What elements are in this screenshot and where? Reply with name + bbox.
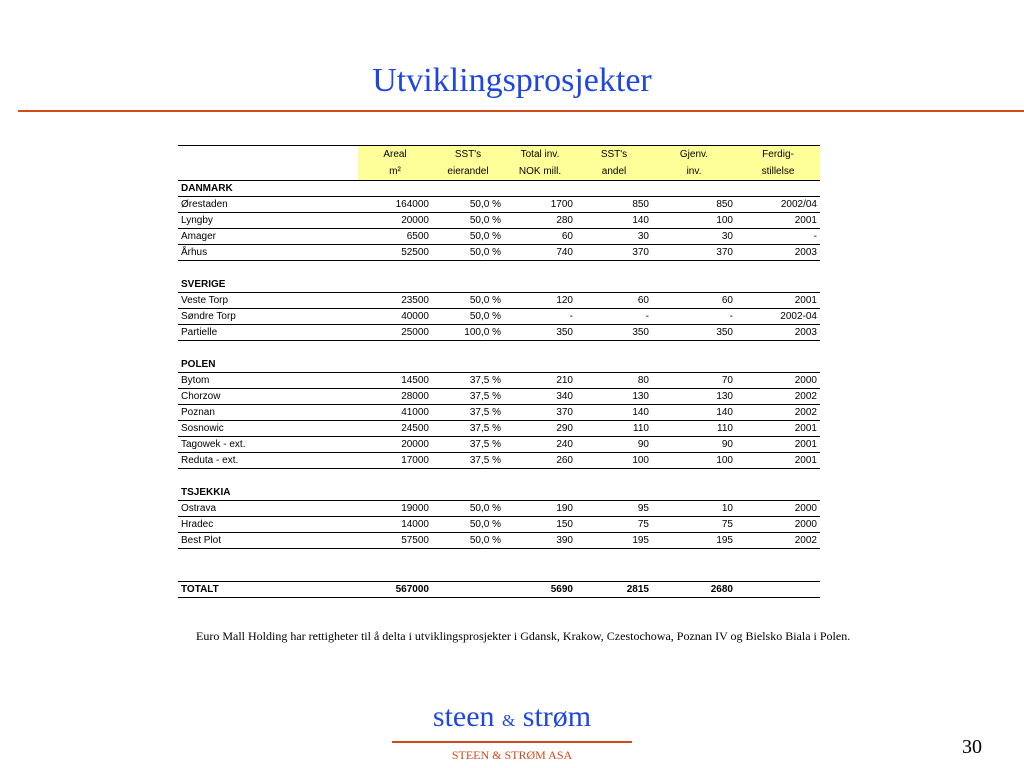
table-cell: 50,0 % <box>432 213 504 229</box>
table-cell: 150 <box>504 517 576 533</box>
table-cell: 20000 <box>358 437 432 453</box>
table-cell: 60 <box>576 293 652 309</box>
table-cell: 50,0 % <box>432 309 504 325</box>
table-cell: 2002 <box>736 389 820 405</box>
table-cell: 100,0 % <box>432 325 504 341</box>
table-cell: - <box>736 229 820 245</box>
table-cell: - <box>652 309 736 325</box>
table-cell: 340 <box>504 389 576 405</box>
table-cell: 280 <box>504 213 576 229</box>
table-cell: 140 <box>652 405 736 421</box>
table-cell: 2003 <box>736 325 820 341</box>
table-cell: 2001 <box>736 293 820 309</box>
table-cell: 37,5 % <box>432 453 504 469</box>
brand-logo-right: strøm <box>522 700 592 733</box>
column-header: inv. <box>652 163 736 181</box>
table-cell: 850 <box>576 197 652 213</box>
section-label: TSJEKKIA <box>178 485 820 501</box>
table-cell: 50,0 % <box>432 229 504 245</box>
column-header: SST's <box>576 146 652 164</box>
table-row <box>178 437 820 453</box>
brand-logo-left: steen <box>432 700 495 733</box>
table-row <box>178 453 820 469</box>
table-cell: 95 <box>576 501 652 517</box>
table-cell: 100 <box>652 213 736 229</box>
table-row <box>178 197 820 213</box>
total-cell: 5690 <box>504 582 576 598</box>
table-cell: 37,5 % <box>432 405 504 421</box>
table-cell: 80 <box>576 373 652 389</box>
table-cell: 28000 <box>358 389 432 405</box>
table-row <box>178 325 820 341</box>
column-header: andel <box>576 163 652 181</box>
table-cell: 2002-04 <box>736 309 820 325</box>
table-cell: 370 <box>576 245 652 261</box>
table-cell: 140 <box>576 213 652 229</box>
table-cell: 50,0 % <box>432 293 504 309</box>
table-cell: 2000 <box>736 501 820 517</box>
table-row <box>178 405 820 421</box>
spacer-row <box>178 549 820 566</box>
table-cell: 60 <box>504 229 576 245</box>
table-row <box>178 213 820 229</box>
header-row <box>178 146 820 164</box>
section-label: DANMARK <box>178 181 820 197</box>
table-row <box>178 373 820 389</box>
table-cell: 195 <box>652 533 736 549</box>
table-cell: 2000 <box>736 373 820 389</box>
table-cell: 210 <box>504 373 576 389</box>
table-cell: 90 <box>652 437 736 453</box>
project-name: Best Plot <box>178 533 358 549</box>
table-cell: 2002/04 <box>736 197 820 213</box>
brand-divider <box>392 741 632 743</box>
project-name: Hradec <box>178 517 358 533</box>
total-cell: 2680 <box>652 582 736 598</box>
table-cell: 110 <box>652 421 736 437</box>
project-name: Lyngby <box>178 213 358 229</box>
table-row <box>178 389 820 405</box>
table-cell: 120 <box>504 293 576 309</box>
table-cell: 2001 <box>736 421 820 437</box>
table-cell: 10 <box>652 501 736 517</box>
project-name: Veste Torp <box>178 293 358 309</box>
table-cell: 2002 <box>736 405 820 421</box>
section-label: POLEN <box>178 357 820 373</box>
table-cell: 2001 <box>736 453 820 469</box>
table-cell: 6500 <box>358 229 432 245</box>
projects-table <box>178 145 820 598</box>
table-cell: 17000 <box>358 453 432 469</box>
table-cell: 110 <box>576 421 652 437</box>
project-name: Partielle <box>178 325 358 341</box>
table-cell: 20000 <box>358 213 432 229</box>
column-header: SST's <box>432 146 504 164</box>
table-cell: 37,5 % <box>432 373 504 389</box>
table-cell: 50,0 % <box>432 197 504 213</box>
table-cell: 195 <box>576 533 652 549</box>
table-cell: - <box>504 309 576 325</box>
project-name: Århus <box>178 245 358 261</box>
column-header: Gjenv. <box>652 146 736 164</box>
table-cell: 240 <box>504 437 576 453</box>
table-cell: 57500 <box>358 533 432 549</box>
table-cell: 260 <box>504 453 576 469</box>
table-cell: 50,0 % <box>432 533 504 549</box>
table-cell: 24500 <box>358 421 432 437</box>
table-cell: 290 <box>504 421 576 437</box>
table-cell: 2002 <box>736 533 820 549</box>
table-cell: 2003 <box>736 245 820 261</box>
table-row <box>178 245 820 261</box>
table-cell: 52500 <box>358 245 432 261</box>
project-name: Ostrava <box>178 501 358 517</box>
brand-logo-amp: & <box>502 711 516 730</box>
table-cell: 75 <box>652 517 736 533</box>
table-cell: 25000 <box>358 325 432 341</box>
total-label: TOTALT <box>178 582 358 598</box>
slide-title: Utviklingsprosjekter <box>372 62 652 99</box>
table-row <box>178 501 820 517</box>
table-cell: 350 <box>652 325 736 341</box>
table-cell: 2000 <box>736 517 820 533</box>
brand-subtitle: STEEN & STRØM ASA <box>451 748 573 762</box>
column-header: eierandel <box>432 163 504 181</box>
table-cell: 41000 <box>358 405 432 421</box>
table-row <box>178 309 820 325</box>
column-header: m² <box>358 163 432 181</box>
table-cell: 370 <box>504 405 576 421</box>
project-name: Ørestaden <box>178 197 358 213</box>
column-header: stillelse <box>736 163 820 181</box>
table-cell: 37,5 % <box>432 421 504 437</box>
table-cell: 100 <box>652 453 736 469</box>
table-cell: 60 <box>652 293 736 309</box>
header-blank-cell <box>178 146 358 164</box>
table-cell: 75 <box>576 517 652 533</box>
table-cell: 50,0 % <box>432 501 504 517</box>
table-cell: 1700 <box>504 197 576 213</box>
page-number: 30 <box>962 736 982 758</box>
spacer-row <box>178 469 820 486</box>
table-cell: 14000 <box>358 517 432 533</box>
table-cell: 19000 <box>358 501 432 517</box>
table-cell: 90 <box>576 437 652 453</box>
brand-logo <box>392 700 632 734</box>
table-cell: 70 <box>652 373 736 389</box>
project-name: Sosnowic <box>178 421 358 437</box>
spacer-row <box>178 565 820 582</box>
column-header: NOK mill. <box>504 163 576 181</box>
table-cell: 350 <box>504 325 576 341</box>
table-cell: 740 <box>504 245 576 261</box>
footnote: Euro Mall Holding har rettigheter til å delta i utviklingsprosjekter i Gdansk, Krakow, Czestochowa, Poznan IV og Bielsko Biala i Polen. <box>196 629 851 643</box>
project-name: Amager <box>178 229 358 245</box>
column-header: Total inv. <box>504 146 576 164</box>
total-row <box>178 582 820 598</box>
table-cell: 100 <box>576 453 652 469</box>
table-cell: 30 <box>576 229 652 245</box>
table-cell: 140 <box>576 405 652 421</box>
total-cell: 2815 <box>576 582 652 598</box>
table-row <box>178 517 820 533</box>
section-row <box>178 277 820 293</box>
table-cell: 370 <box>652 245 736 261</box>
total-cell: 567000 <box>358 582 432 598</box>
table-row <box>178 229 820 245</box>
spacer-row <box>178 261 820 278</box>
table-cell: 30 <box>652 229 736 245</box>
section-label: SVERIGE <box>178 277 820 293</box>
spacer-row <box>178 341 820 358</box>
table-cell: 40000 <box>358 309 432 325</box>
table-cell: 130 <box>576 389 652 405</box>
total-cell <box>432 582 504 598</box>
project-name: Chorzow <box>178 389 358 405</box>
project-name: Søndre Torp <box>178 309 358 325</box>
project-name: Tagowek - ext. <box>178 437 358 453</box>
table-cell: 2001 <box>736 213 820 229</box>
table-cell: 2001 <box>736 437 820 453</box>
section-row <box>178 357 820 373</box>
table-cell: 50,0 % <box>432 517 504 533</box>
table-cell: 850 <box>652 197 736 213</box>
project-name: Bytom <box>178 373 358 389</box>
section-row <box>178 181 820 197</box>
table-cell: 23500 <box>358 293 432 309</box>
table-row <box>178 533 820 549</box>
table-cell: 164000 <box>358 197 432 213</box>
section-row <box>178 485 820 501</box>
table-cell: 190 <box>504 501 576 517</box>
table-cell: 37,5 % <box>432 389 504 405</box>
table-cell: - <box>576 309 652 325</box>
table-cell: 50,0 % <box>432 245 504 261</box>
column-header: Ferdig- <box>736 146 820 164</box>
column-header: Areal <box>358 146 432 164</box>
title-divider <box>18 110 1024 112</box>
table-cell: 390 <box>504 533 576 549</box>
table-row <box>178 293 820 309</box>
table-cell: 130 <box>652 389 736 405</box>
project-name: Reduta - ext. <box>178 453 358 469</box>
table-cell: 350 <box>576 325 652 341</box>
header-row <box>178 163 820 181</box>
table-cell: 37,5 % <box>432 437 504 453</box>
total-cell <box>736 582 820 598</box>
table-cell: 14500 <box>358 373 432 389</box>
table-row <box>178 421 820 437</box>
header-blank-cell <box>178 163 358 181</box>
project-name: Poznan <box>178 405 358 421</box>
